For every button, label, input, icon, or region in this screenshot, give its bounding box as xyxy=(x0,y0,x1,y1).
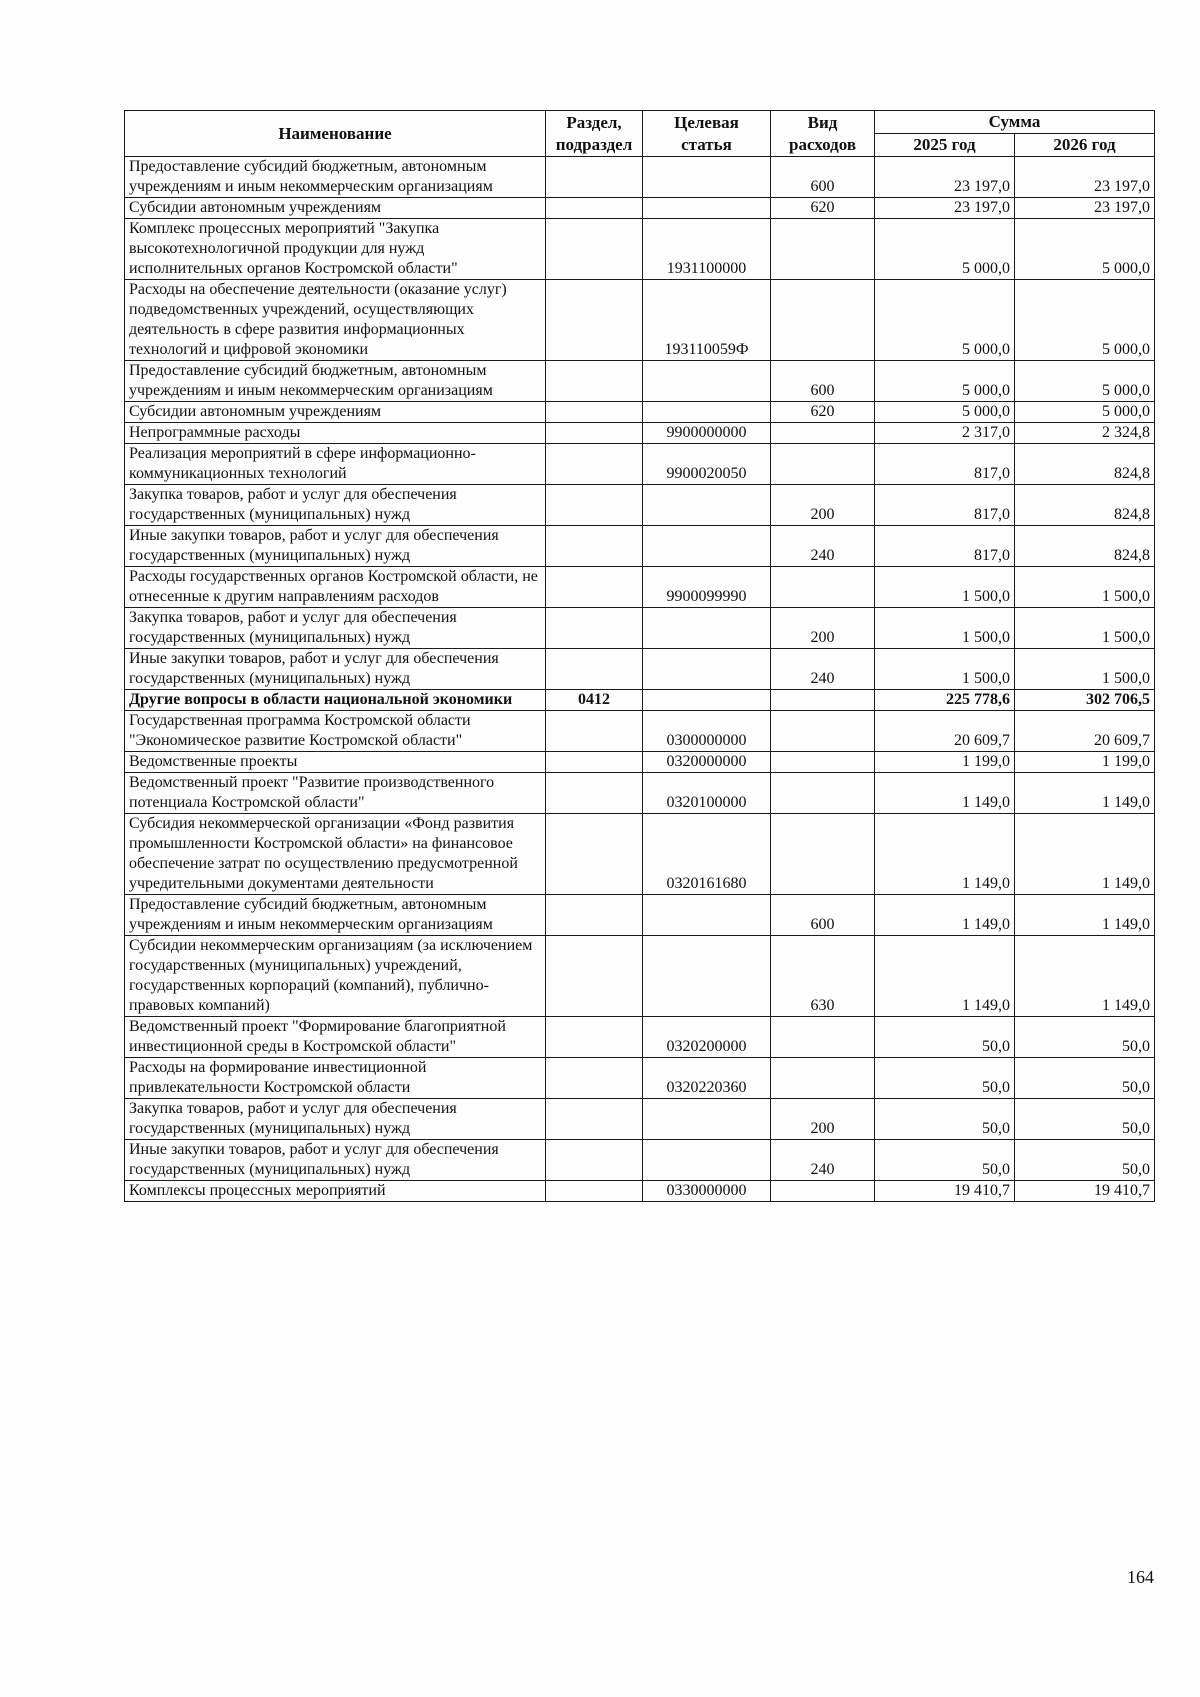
row-sum-2026: 1 500,0 xyxy=(1015,608,1155,649)
row-section xyxy=(546,1058,643,1099)
table-row xyxy=(125,1181,1155,1202)
row-kind xyxy=(771,567,875,608)
row-section xyxy=(546,157,643,198)
table-body xyxy=(125,157,1155,1202)
row-name: Комплексы процессных мероприятий xyxy=(125,1181,546,1202)
row-sum-2026: 2 324,8 xyxy=(1015,423,1155,444)
table-row xyxy=(125,485,1155,526)
row-name: Предоставление субсидий бюджетным, автономным учреждениям и иным некоммерческим организациям xyxy=(125,361,546,402)
row-sum-2025: 1 500,0 xyxy=(875,567,1015,608)
row-target: 0320000000 xyxy=(643,752,771,773)
row-sum-2026: 50,0 xyxy=(1015,1140,1155,1181)
table-row xyxy=(125,690,1155,711)
row-section xyxy=(546,1099,643,1140)
row-sum-2025: 50,0 xyxy=(875,1140,1015,1181)
row-sum-2025: 5 000,0 xyxy=(875,280,1015,361)
row-sum-2025: 23 197,0 xyxy=(875,198,1015,219)
table-row xyxy=(125,1140,1155,1181)
row-name: Предоставление субсидий бюджетным, автономным учреждениям и иным некоммерческим организациям xyxy=(125,895,546,936)
row-sum-2025: 1 500,0 xyxy=(875,608,1015,649)
row-kind: 620 xyxy=(771,402,875,423)
row-section xyxy=(546,773,643,814)
row-kind xyxy=(771,1058,875,1099)
row-sum-2026: 5 000,0 xyxy=(1015,280,1155,361)
row-sum-2025: 20 609,7 xyxy=(875,711,1015,752)
row-sum-2026: 1 149,0 xyxy=(1015,936,1155,1017)
row-name: Субсидии автономным учреждениям xyxy=(125,402,546,423)
row-name: Субсидии некоммерческим организациям (за исключением государственных (муниципальных) учреждений, государственных корпораций (компаний), публично-правовых компаний) xyxy=(125,936,546,1017)
row-kind xyxy=(771,690,875,711)
row-kind xyxy=(771,773,875,814)
row-section xyxy=(546,219,643,280)
row-section xyxy=(546,280,643,361)
row-target: 0320161680 xyxy=(643,814,771,895)
row-sum-2026: 824,8 xyxy=(1015,444,1155,485)
table-row xyxy=(125,361,1155,402)
row-target xyxy=(643,936,771,1017)
page-number: 164 xyxy=(1127,1567,1154,1587)
header-kind: Вид расходов xyxy=(771,111,875,157)
header-year-2026: 2026 год xyxy=(1015,134,1155,157)
row-sum-2025: 50,0 xyxy=(875,1099,1015,1140)
row-section xyxy=(546,608,643,649)
row-name: Предоставление субсидий бюджетным, автономным учреждениям и иным некоммерческим организациям xyxy=(125,157,546,198)
row-kind xyxy=(771,1017,875,1058)
row-name: Расходы государственных органов Костромской области, не отнесенные к другим направлениям расходов xyxy=(125,567,546,608)
row-section xyxy=(546,444,643,485)
row-target xyxy=(643,690,771,711)
row-kind: 200 xyxy=(771,485,875,526)
row-sum-2026: 50,0 xyxy=(1015,1058,1155,1099)
table-row xyxy=(125,567,1155,608)
row-kind: 240 xyxy=(771,1140,875,1181)
row-sum-2026: 50,0 xyxy=(1015,1017,1155,1058)
row-sum-2025: 19 410,7 xyxy=(875,1181,1015,1202)
row-target: 0320200000 xyxy=(643,1017,771,1058)
row-kind xyxy=(771,280,875,361)
row-sum-2026: 20 609,7 xyxy=(1015,711,1155,752)
row-sum-2026: 1 500,0 xyxy=(1015,567,1155,608)
row-sum-2026: 23 197,0 xyxy=(1015,198,1155,219)
row-section: 0412 xyxy=(546,690,643,711)
row-name: Непрограммные расходы xyxy=(125,423,546,444)
row-sum-2026: 1 500,0 xyxy=(1015,649,1155,690)
row-sum-2025: 23 197,0 xyxy=(875,157,1015,198)
row-kind: 200 xyxy=(771,1099,875,1140)
row-sum-2025: 1 149,0 xyxy=(875,773,1015,814)
row-sum-2026: 1 149,0 xyxy=(1015,814,1155,895)
row-name: Комплекс процессных мероприятий "Закупка высокотехнологичной продукции для нужд исполнительных органов Костромской области" xyxy=(125,219,546,280)
row-sum-2026: 5 000,0 xyxy=(1015,361,1155,402)
row-kind xyxy=(771,814,875,895)
row-target: 9900020050 xyxy=(643,444,771,485)
row-section xyxy=(546,814,643,895)
header-target: Целевая статья xyxy=(643,111,771,157)
row-section xyxy=(546,361,643,402)
table-row xyxy=(125,423,1155,444)
row-name: Субсидии автономным учреждениям xyxy=(125,198,546,219)
row-section xyxy=(546,752,643,773)
row-target: 9900099990 xyxy=(643,567,771,608)
table-row xyxy=(125,773,1155,814)
row-section xyxy=(546,1017,643,1058)
row-sum-2025: 2 317,0 xyxy=(875,423,1015,444)
row-sum-2026: 1 149,0 xyxy=(1015,895,1155,936)
row-target xyxy=(643,608,771,649)
row-kind: 630 xyxy=(771,936,875,1017)
row-name: Государственная программа Костромской области "Экономическое развитие Костромской области" xyxy=(125,711,546,752)
row-target: 0300000000 xyxy=(643,711,771,752)
row-sum-2026: 5 000,0 xyxy=(1015,219,1155,280)
row-sum-2026: 50,0 xyxy=(1015,1099,1155,1140)
row-target: 0320220360 xyxy=(643,1058,771,1099)
row-section xyxy=(546,1181,643,1202)
table-row xyxy=(125,814,1155,895)
row-target xyxy=(643,361,771,402)
table-row xyxy=(125,608,1155,649)
row-name: Иные закупки товаров, работ и услуг для обеспечения государственных (муниципальных) нужд xyxy=(125,1140,546,1181)
row-section xyxy=(546,485,643,526)
table-row xyxy=(125,752,1155,773)
row-kind: 240 xyxy=(771,649,875,690)
row-kind xyxy=(771,711,875,752)
row-target xyxy=(643,1099,771,1140)
row-name: Иные закупки товаров, работ и услуг для обеспечения государственных (муниципальных) нужд xyxy=(125,649,546,690)
row-target: 0320100000 xyxy=(643,773,771,814)
row-section xyxy=(546,1140,643,1181)
table-row xyxy=(125,936,1155,1017)
row-kind: 240 xyxy=(771,526,875,567)
row-section xyxy=(546,895,643,936)
row-kind: 600 xyxy=(771,895,875,936)
row-sum-2025: 1 500,0 xyxy=(875,649,1015,690)
row-name: Субсидия некоммерческой организации «Фонд развития промышленности Костромской области» на финансовое обеспечение затрат по осуществлению предусмотренной учредительными документами деятельности xyxy=(125,814,546,895)
row-sum-2026: 5 000,0 xyxy=(1015,402,1155,423)
row-target: 9900000000 xyxy=(643,423,771,444)
table-header xyxy=(125,111,1155,157)
header-year-2025: 2025 год xyxy=(875,134,1015,157)
row-name: Реализация мероприятий в сфере информационно-коммуникационных технологий xyxy=(125,444,546,485)
row-section xyxy=(546,649,643,690)
row-target xyxy=(643,485,771,526)
header-name: Наименование xyxy=(125,111,546,157)
row-section xyxy=(546,526,643,567)
row-sum-2025: 5 000,0 xyxy=(875,361,1015,402)
row-sum-2025: 1 149,0 xyxy=(875,814,1015,895)
table-row xyxy=(125,1058,1155,1099)
row-name: Закупка товаров, работ и услуг для обеспечения государственных (муниципальных) нужд xyxy=(125,485,546,526)
row-name: Закупка товаров, работ и услуг для обеспечения государственных (муниципальных) нужд xyxy=(125,1099,546,1140)
table-row xyxy=(125,526,1155,567)
row-kind xyxy=(771,219,875,280)
row-section xyxy=(546,936,643,1017)
row-kind: 600 xyxy=(771,361,875,402)
row-name: Иные закупки товаров, работ и услуг для обеспечения государственных (муниципальных) нужд xyxy=(125,526,546,567)
table-row xyxy=(125,402,1155,423)
row-name: Закупка товаров, работ и услуг для обеспечения государственных (муниципальных) нужд xyxy=(125,608,546,649)
header-section: Раздел, подраздел xyxy=(546,111,643,157)
row-name: Ведомственный проект "Развитие производственного потенциала Костромской области" xyxy=(125,773,546,814)
row-target: 0330000000 xyxy=(643,1181,771,1202)
row-target xyxy=(643,402,771,423)
row-name: Ведомственные проекты xyxy=(125,752,546,773)
row-sum-2026: 824,8 xyxy=(1015,526,1155,567)
table-row xyxy=(125,711,1155,752)
row-sum-2025: 817,0 xyxy=(875,526,1015,567)
row-section xyxy=(546,711,643,752)
row-target xyxy=(643,198,771,219)
table-row xyxy=(125,1017,1155,1058)
table-row xyxy=(125,895,1155,936)
row-section xyxy=(546,567,643,608)
row-target: 193110059Ф xyxy=(643,280,771,361)
table-row xyxy=(125,157,1155,198)
row-sum-2025: 817,0 xyxy=(875,485,1015,526)
row-target xyxy=(643,895,771,936)
row-sum-2025: 817,0 xyxy=(875,444,1015,485)
row-kind xyxy=(771,423,875,444)
table-row xyxy=(125,444,1155,485)
row-name: Ведомственный проект "Формирование благоприятной инвестиционной среды в Костромской области" xyxy=(125,1017,546,1058)
row-sum-2025: 5 000,0 xyxy=(875,219,1015,280)
row-sum-2026: 23 197,0 xyxy=(1015,157,1155,198)
row-sum-2025: 50,0 xyxy=(875,1017,1015,1058)
table-row xyxy=(125,649,1155,690)
row-target: 1931100000 xyxy=(643,219,771,280)
row-sum-2026: 1 149,0 xyxy=(1015,773,1155,814)
row-kind: 620 xyxy=(771,198,875,219)
row-kind xyxy=(771,1181,875,1202)
row-name: Другие вопросы в области национальной экономики xyxy=(125,690,546,711)
row-sum-2026: 19 410,7 xyxy=(1015,1181,1155,1202)
table-row xyxy=(125,198,1155,219)
budget-table xyxy=(124,110,1155,1202)
row-name: Расходы на обеспечение деятельности (оказание услуг) подведомственных учреждений, осуществляющих деятельность в сфере развития информационных технологий и цифровой экономики xyxy=(125,280,546,361)
row-target xyxy=(643,157,771,198)
table-row xyxy=(125,219,1155,280)
row-section xyxy=(546,402,643,423)
row-section xyxy=(546,423,643,444)
row-sum-2026: 824,8 xyxy=(1015,485,1155,526)
table-row xyxy=(125,1099,1155,1140)
table-row xyxy=(125,280,1155,361)
row-name: Расходы на формирование инвестиционной привлекательности Костромской области xyxy=(125,1058,546,1099)
row-sum-2025: 225 778,6 xyxy=(875,690,1015,711)
row-kind: 600 xyxy=(771,157,875,198)
row-sum-2026: 1 199,0 xyxy=(1015,752,1155,773)
row-kind: 200 xyxy=(771,608,875,649)
row-kind xyxy=(771,444,875,485)
row-target xyxy=(643,649,771,690)
row-section xyxy=(546,198,643,219)
row-sum-2026: 302 706,5 xyxy=(1015,690,1155,711)
row-kind xyxy=(771,752,875,773)
row-sum-2025: 1 149,0 xyxy=(875,895,1015,936)
header-sum: Сумма xyxy=(875,111,1155,134)
row-target xyxy=(643,1140,771,1181)
row-sum-2025: 50,0 xyxy=(875,1058,1015,1099)
row-sum-2025: 1 149,0 xyxy=(875,936,1015,1017)
row-sum-2025: 1 199,0 xyxy=(875,752,1015,773)
row-target xyxy=(643,526,771,567)
row-sum-2025: 5 000,0 xyxy=(875,402,1015,423)
